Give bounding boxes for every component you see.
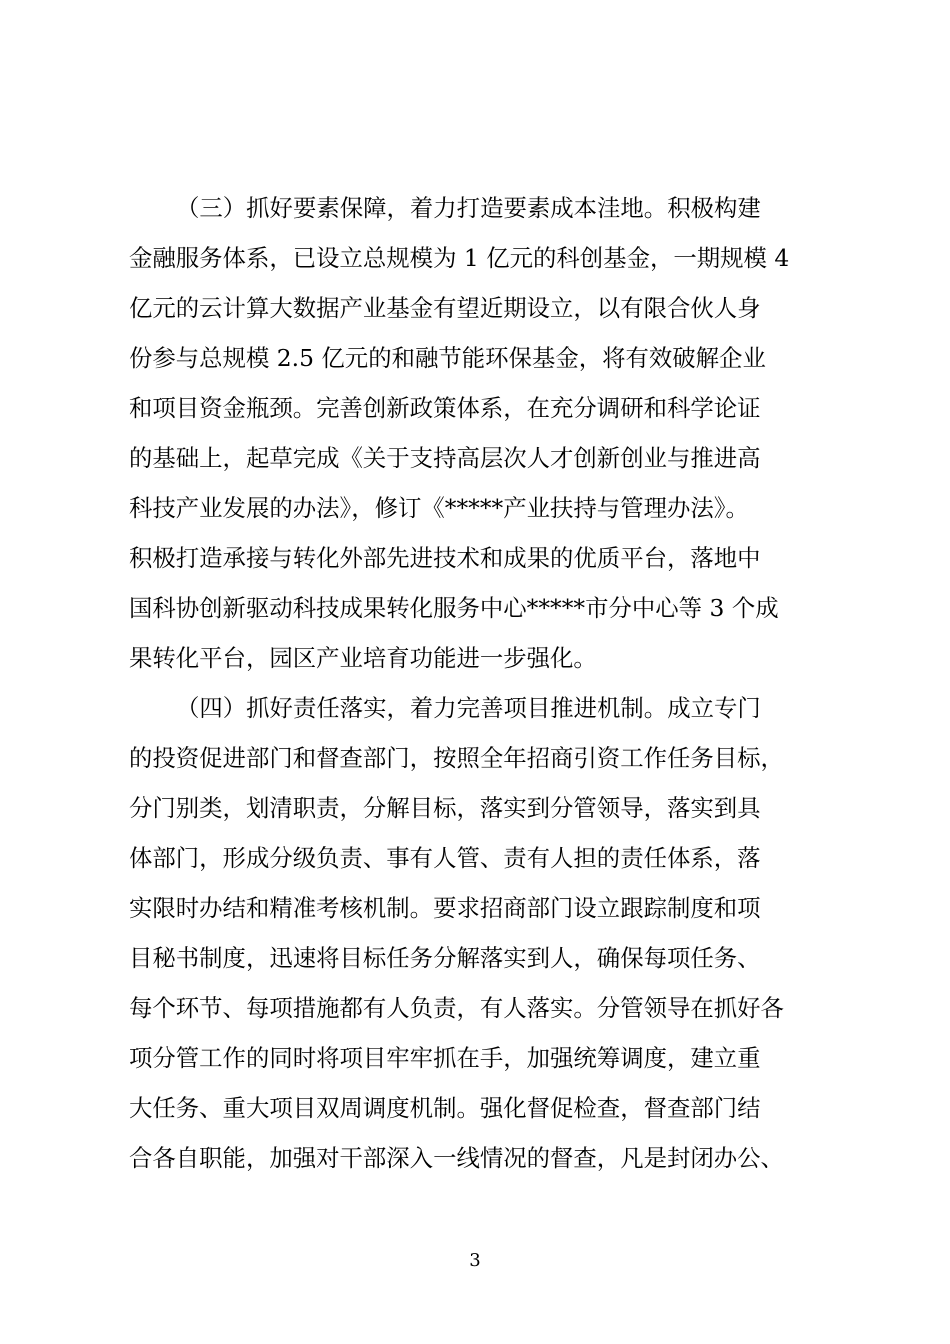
paragraph-2-line-10: 合各自职能，加强对干部深入一线情况的督查，凡是封闭办公、 [129, 1144, 784, 1172]
paragraph-1-line-4: 份参与总规模 2.5 亿元的和融节能环保基金，将有效破解企业 [129, 344, 766, 372]
paragraph-1-line-6: 的基础上，起草完成《关于支持高层次人才创新创业与推进高 [129, 444, 761, 472]
paragraph-2-line-9: 大任务、重大项目双周调度机制。强化督促检查，督查部门结 [129, 1094, 761, 1122]
paragraph-2-line-1: （四）抓好责任落实，着力完善项目推进机制。成立专门 [176, 694, 761, 722]
paragraph-1-line-5: 和项目资金瓶颈。完善创新政策体系，在充分调研和科学论证 [129, 394, 761, 422]
page-number: 3 [469, 1250, 481, 1271]
paragraph-1-line-9: 国科协创新驱动科技成果转化服务中心*****市分中心等 3 个成 [129, 594, 779, 622]
paragraph-1-line-10: 果转化平台，园区产业培育功能进一步强化。 [129, 644, 597, 672]
paragraph-1-line-8: 积极打造承接与转化外部先进技术和成果的优质平台，落地中 [129, 544, 761, 572]
paragraph-2-line-8: 项分管工作的同时将项目牢牢抓在手，加强统筹调度，建立重 [129, 1044, 761, 1072]
paragraph-2-line-7: 每个环节、每项措施都有人负责，有人落实。分管领导在抓好各 [129, 994, 784, 1022]
paragraph-2-line-2: 的投资促进部门和督查部门，按照全年招商引资工作任务目标， [129, 744, 784, 772]
paragraph-2-line-6: 目秘书制度，迅速将目标任务分解落实到人，确保每项任务、 [129, 944, 761, 972]
paragraph-1-line-2: 金融服务体系，已设立总规模为 1 亿元的科创基金，一期规模 4 [129, 244, 790, 272]
paragraph-1-line-7: 科技产业发展的办法》，修订《*****产业扶持与管理办法》。 [129, 494, 749, 522]
paragraph-1-line-1: （三）抓好要素保障，着力打造要素成本洼地。积极构建 [176, 194, 761, 222]
paragraph-2-line-5: 实限时办结和精准考核机制。要求招商部门设立跟踪制度和项 [129, 894, 761, 922]
paragraph-2-line-3: 分门别类，划清职责，分解目标，落实到分管领导，落实到具 [129, 794, 761, 822]
paragraph-2-line-4: 体部门，形成分级负责、事有人管、责有人担的责任体系，落 [129, 844, 761, 872]
paragraph-1-line-3: 亿元的云计算大数据产业基金有望近期设立，以有限合伙人身 [129, 294, 761, 322]
